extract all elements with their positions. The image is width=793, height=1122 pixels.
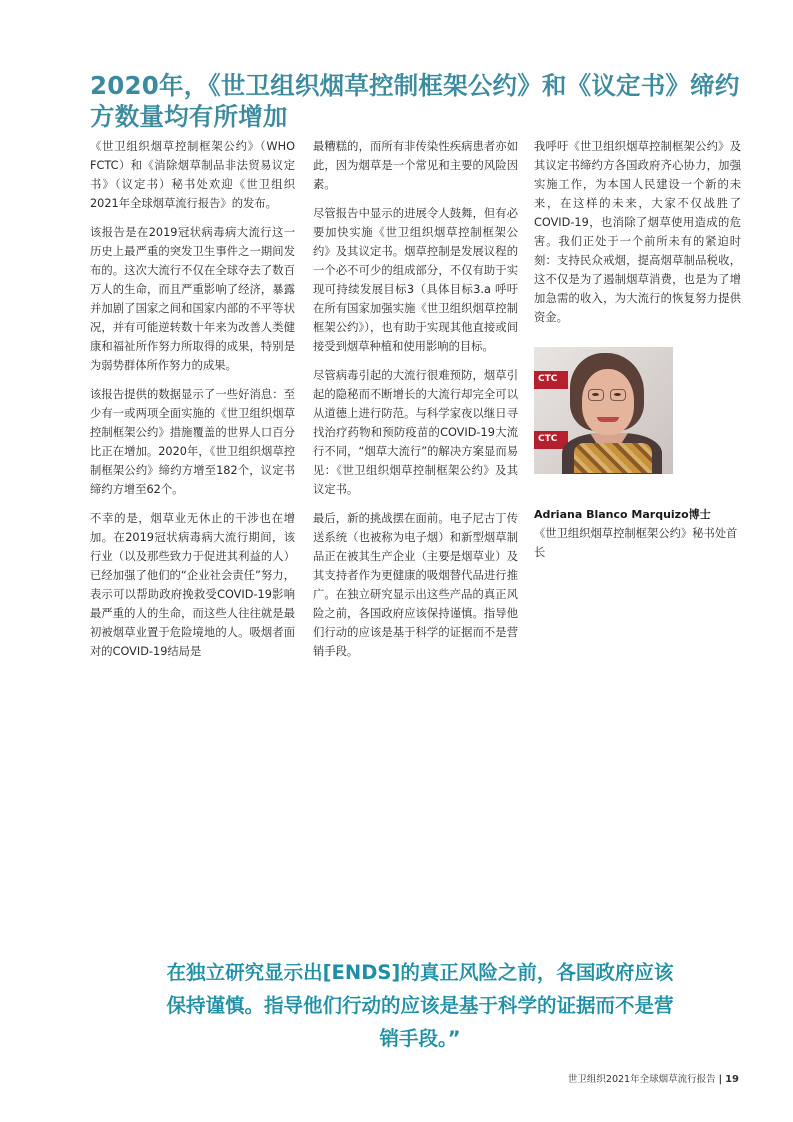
- paragraph: 最后，新的挑战摆在面前。电子尼古丁传送系统（也被称为电子烟）和新型烟草制品正在被其生产企业（主要是烟草业）及其支持者作为更健康的吸烟替代品进行推广。在独立研究显示出这些产品的真正风险之前，各国政府应该保持谨慎。指导他们行动的应该是基于科学的证据而不是营销手段。: [313, 512, 518, 658]
- caption-name: Adriana Blanco Marquizo博士: [534, 508, 711, 521]
- banner-text: CTC: [538, 434, 558, 444]
- portrait-photo: [534, 347, 673, 474]
- paragraph: 该报告是在2019冠状病毒病大流行这一历史上最严重的突发卫生事件之一期间发布的。这次大流行不仅在全球夺去了数百万人的生命，而且严重影响了经济，暴露并加剧了国家之间和国家内部的不平等状况，并有可能逆转数十年来为改善人类健康和福祉所作努力所取得的成果，特别是为弱势群体所作努力的成果。: [90, 226, 295, 372]
- page-title: 2020年，《世卫组织烟草控制框架公约》和《议定书》缔约方数量均有所增加: [90, 71, 740, 131]
- text-column-1: [90, 137, 295, 671]
- footer-separator: |: [718, 1074, 723, 1085]
- portrait-eye: [592, 393, 599, 396]
- paragraph: 尽管报告中显示的进展令人鼓舞，但有必要加快实施《世卫组织烟草控制框架公约》及其议定书。烟草控制是发展议程的一个必不可少的组成部分，不仅有助于实现可持续发展目标3（具体目标3.a 呼吁在所有国家加强实施《世卫组织烟草控制框架公约》），也有助于实现其他直接或间接受到烟草种植和使用影响的目标。: [313, 207, 518, 353]
- portrait-eye: [614, 393, 621, 396]
- text-column-2: [313, 137, 518, 671]
- banner-text: CTC: [538, 374, 558, 384]
- text-column-3: [534, 137, 741, 337]
- pull-quote: 在独立研究显示出[ENDS]的真正风险之前，各国政府应该保持谨慎。指导他们行动的应该是基于科学的证据而不是营销手段。”: [166, 961, 674, 1050]
- page-number: 19: [725, 1074, 739, 1085]
- paragraph: 不幸的是，烟草业无休止的干涉也在增加。在2019冠状病毒病大流行期间，该行业（以及那些致力于促进其利益的人）已经加强了他们的“企业社会责任”努力，表示可以帮助政府挽救受COVID-19影响最严重的人的生命，而这些人往往就是最初被烟草业置于危险境地的人。吸烟者面对的COVID-19结局是: [90, 512, 295, 658]
- page-footer: [568, 1071, 739, 1085]
- paragraph: 最糟糕的，而所有非传染性疾病患者亦如此，因为烟草是一个常见和主要的风险因素。: [313, 140, 518, 191]
- paragraph: 我呼吁《世卫组织烟草控制框架公约》及其议定书缔约方各国政府齐心协力，加强实施工作，为本国人民建设一个新的未来，在这样的未来，大家不仅战胜了COVID-19，也消除了烟草使用造成的危害。我们正处于一个前所未有的紧迫时刻：支持民众戒烟，提高烟草制品税收，这不仅是为了遏制烟草消费，也是为了增加急需的收入，为大流行的恢复努力提供资金。: [534, 140, 741, 324]
- caption-role: 《世卫组织烟草控制框架公约》秘书处首长: [534, 527, 738, 559]
- paragraph: 尽管病毒引起的大流行很难预防，烟草引起的隐秘而不断增长的大流行却完全可以从道德上进行防范。与科学家夜以继日寻找治疗药物和预防疫苗的COVID-19大流行不同，“烟草大流行”的解决方案显而易见：《世卫组织烟草控制框架公约》及其议定书。: [313, 369, 518, 496]
- paragraph: 该报告提供的数据显示了一些好消息：至少有一或两项全面实施的《世卫组织烟草控制框架公约》措施覆盖的世界人口百分比正在增加。2020年，《世卫组织烟草控制框架公约》缔约方增至182个，议定书缔约方增至62个。: [90, 388, 295, 496]
- portrait-scarf: [574, 443, 652, 473]
- footer-report-title: 世卫组织2021年全球烟草流行报告: [567, 1074, 716, 1085]
- portrait-mouth: [597, 417, 619, 422]
- paragraph: 《世卫组织烟草控制框架公约》（WHO FCTC）和《消除烟草制品非法贸易议定书》（议定书）秘书处欢迎《世卫组织2021年全球烟草流行报告》的发布。: [90, 140, 295, 210]
- portrait-face: [582, 369, 634, 435]
- fctc-banner: [534, 371, 568, 389]
